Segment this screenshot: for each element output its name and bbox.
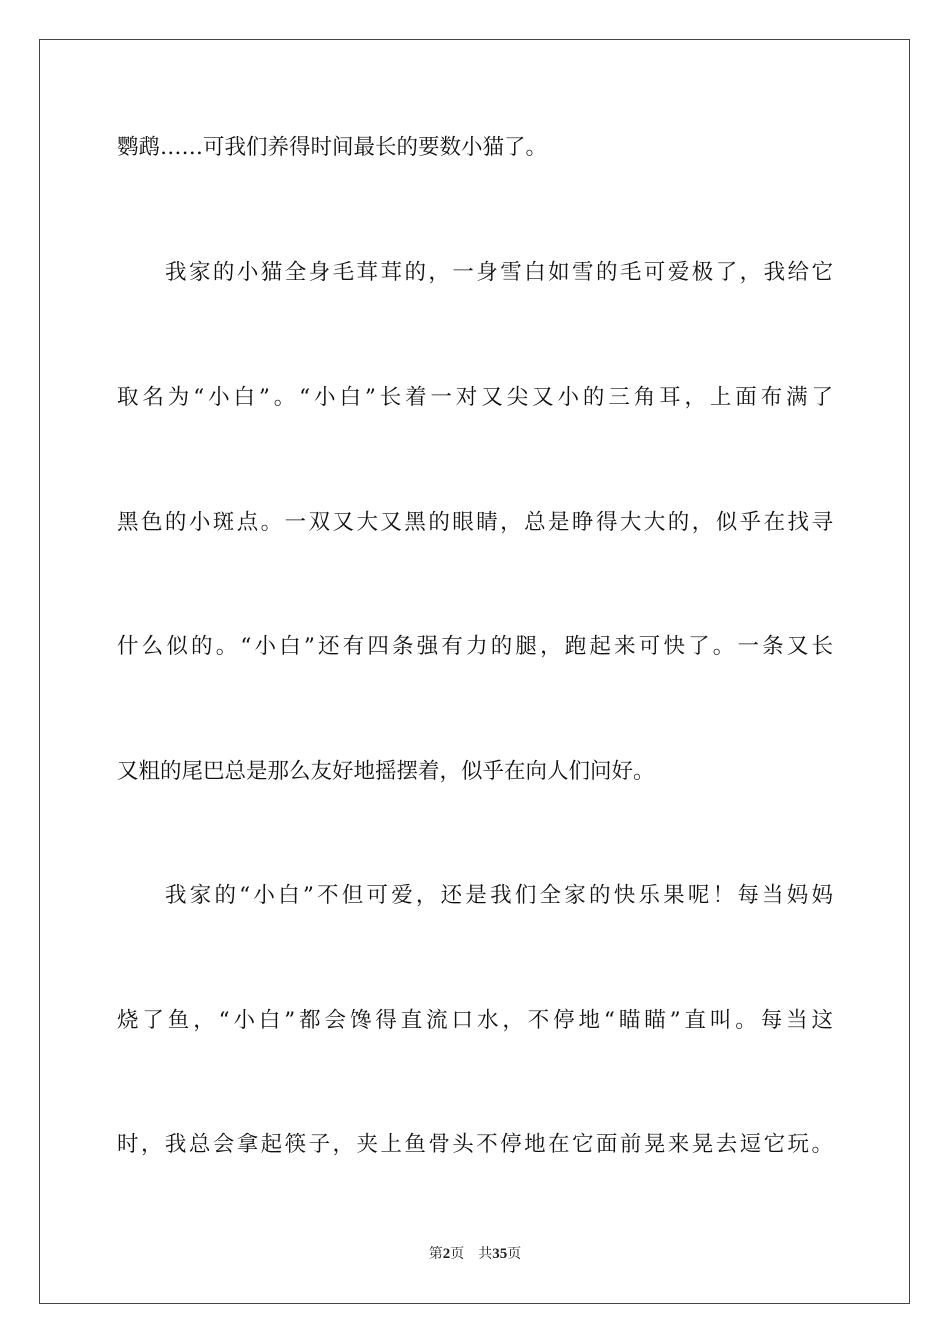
page-footer: [0, 1245, 950, 1263]
total-suffix: 页: [507, 1246, 522, 1262]
total-pages: 35: [492, 1246, 508, 1262]
text-line-1: 鹦鹉……可我们养得时间最长的要数小猫了。: [117, 135, 548, 160]
text-line-2: 我家的小猫全身毛茸茸的，一身雪白如雪的毛可爱极了，我给它: [165, 260, 833, 285]
page-suffix: 页: [450, 1246, 465, 1262]
text-line-5: 什么似的。“小白”还有四条强有力的腿，跑起来可快了。一条又长: [117, 634, 833, 659]
page-prefix: 第: [428, 1246, 443, 1262]
text-line-6: 又粗的尾巴总是那么友好地摇摆着，似乎在向人们问好。: [117, 759, 655, 784]
page-border: [39, 39, 910, 1304]
text-line-4: 黑色的小斑点。一双又大又黑的眼睛，总是睁得大大的，似乎在找寻: [117, 510, 833, 535]
text-line-7: 我家的“小白”不但可爱，还是我们全家的快乐果呢！每当妈妈: [165, 883, 833, 908]
text-line-3: 取名为“小白”。“小白”长着一对又尖又小的三角耳，上面布满了: [117, 385, 833, 410]
page-number: 2: [442, 1246, 451, 1262]
text-line-9: 时，我总会拿起筷子，夹上鱼骨头不停地在它面前晃来晃去逗它玩。: [117, 1132, 833, 1157]
text-line-8: 烧了鱼，“小白”都会馋得直流口水，不停地“瞄瞄”直叫。每当这: [117, 1008, 833, 1033]
total-prefix: 共: [478, 1246, 493, 1262]
